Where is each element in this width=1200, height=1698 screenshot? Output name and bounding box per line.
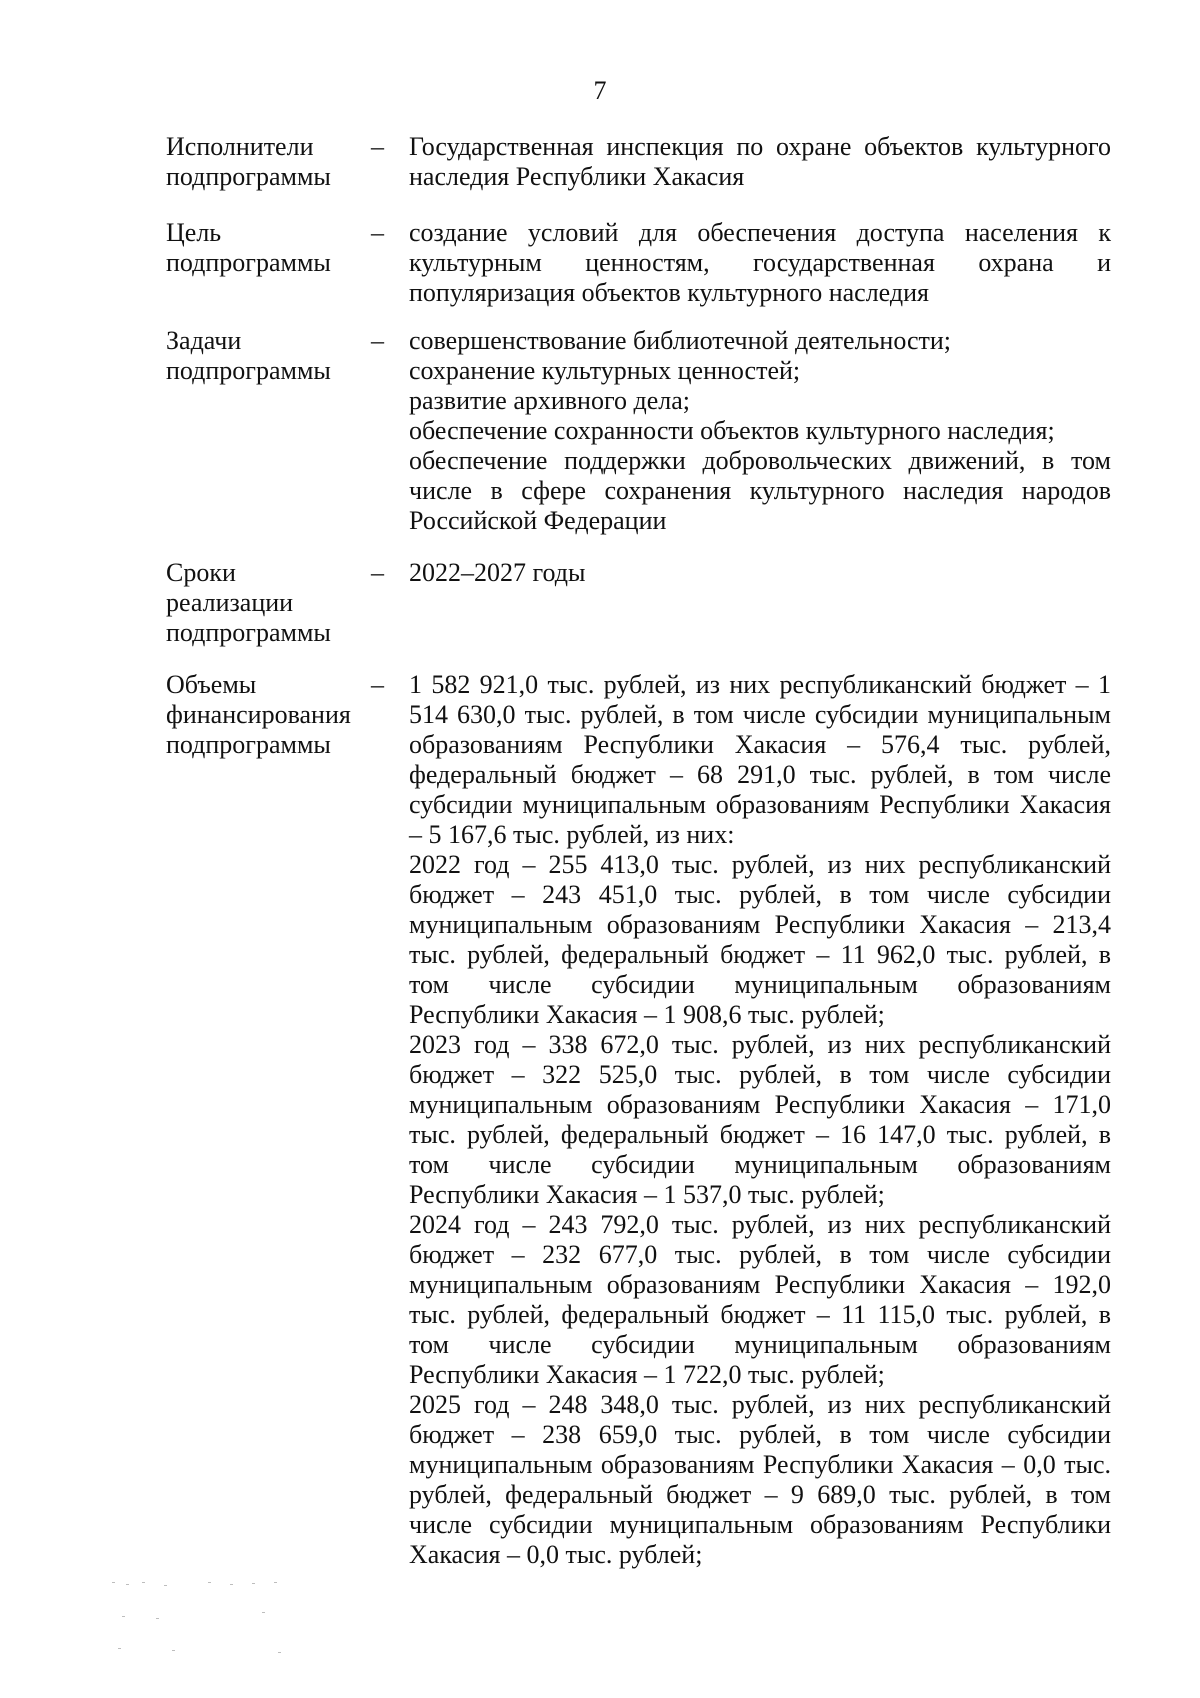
value-line: обеспечение сохранности объектов культурного наследия; (409, 416, 1055, 445)
value-line: развитие архивного дела; (409, 386, 690, 415)
passport-row-tasks (166, 326, 1111, 536)
row-dash: – (371, 558, 384, 587)
value-line: 2022–2027 годы (409, 558, 586, 587)
row-label: Цель подпрограммы (166, 218, 331, 277)
row-label: Исполнители подпрограммы (166, 132, 331, 191)
value-line: 2025 год – 248 348,0 тыс. рублей, из них республиканский бюджет – 238 659,0 тыс. рублей, в том числе субсидии муниципальным образованиям Республики Хакасия – 0,0 тыс. рублей, федеральный бюджет – 9 689,0 тыс. рублей, в том числе субсидии муниципальным образованиям Республики Хакасия – 0,0 тыс. рублей; (409, 1390, 1111, 1569)
row-value (409, 558, 1111, 648)
value-line: совершенствование библиотечной деятельности; (409, 326, 952, 355)
value-line: обеспечение поддержки добровольческих движений, в том числе в сфере сохранения культурного наследия народов Российской Федерации (409, 446, 1111, 535)
row-value (409, 670, 1111, 1570)
row-dash: – (371, 326, 384, 355)
row-value (409, 326, 1111, 536)
row-dash: – (371, 670, 384, 699)
value-line: 2024 год – 243 792,0 тыс. рублей, из них республиканский бюджет – 232 677,0 тыс. рублей, в том числе субсидии муниципальным образованиям Республики Хакасия – 192,0 тыс. рублей, федеральный бюджет – 11 115,0 тыс. рублей, в том числе субсидии муниципальным образованиям Республики Хакасия – 1 722,0 тыс. рублей; (409, 1210, 1111, 1389)
row-label: Объемы финансирования подпрограммы (166, 670, 351, 759)
value-line: 2023 год – 338 672,0 тыс. рублей, из них республиканский бюджет – 322 525,0 тыс. рублей, в том числе субсидии муниципальным образованиям Республики Хакасия – 171,0 тыс. рублей, федеральный бюджет – 16 147,0 тыс. рублей, в том числе субсидии муниципальным образованиям Республики Хакасия – 1 537,0 тыс. рублей; (409, 1030, 1111, 1209)
passport-row-terms (166, 558, 1111, 648)
row-dash: – (371, 132, 384, 161)
passport-row-funding (166, 670, 1111, 1570)
value-line: создание условий для обеспечения доступа населения к культурным ценностям, государственная охрана и популяризация объектов культурного наследия (409, 218, 1111, 307)
passport-row-goal (166, 218, 1111, 308)
value-line: 1 582 921,0 тыс. рублей, из них республиканский бюджет – 1 514 630,0 тыс. рублей, в том числе субсидии муниципальным образованиям Республики Хакасия – 576,4 тыс. рублей, федеральный бюджет – 68 291,0 тыс. рублей, в том числе субсидии муниципальным образованиям Республики Хакасия – 5 167,6 тыс. рублей, из них: (409, 670, 1111, 849)
value-line: Государственная инспекция по охране объектов культурного наследия Республики Хакасия (409, 132, 1111, 191)
row-value (409, 218, 1111, 308)
scan-artifact (112, 1582, 312, 1672)
row-dash: – (371, 218, 384, 247)
page-number: 7 (593, 76, 607, 105)
value-line: сохранение культурных ценностей; (409, 356, 801, 385)
row-label: Задачи подпрограммы (166, 326, 331, 385)
passport-row-executors (166, 132, 1111, 192)
row-value (409, 132, 1111, 192)
row-label: Сроки реализации подпрограммы (166, 558, 331, 647)
value-line: 2022 год – 255 413,0 тыс. рублей, из них республиканский бюджет – 243 451,0 тыс. рублей, в том числе субсидии муниципальным образованиям Республики Хакасия – 213,4 тыс. рублей, федеральный бюджет – 11 962,0 тыс. рублей, в том числе субсидии муниципальным образованиям Республики Хакасия – 1 908,6 тыс. рублей; (409, 850, 1111, 1029)
